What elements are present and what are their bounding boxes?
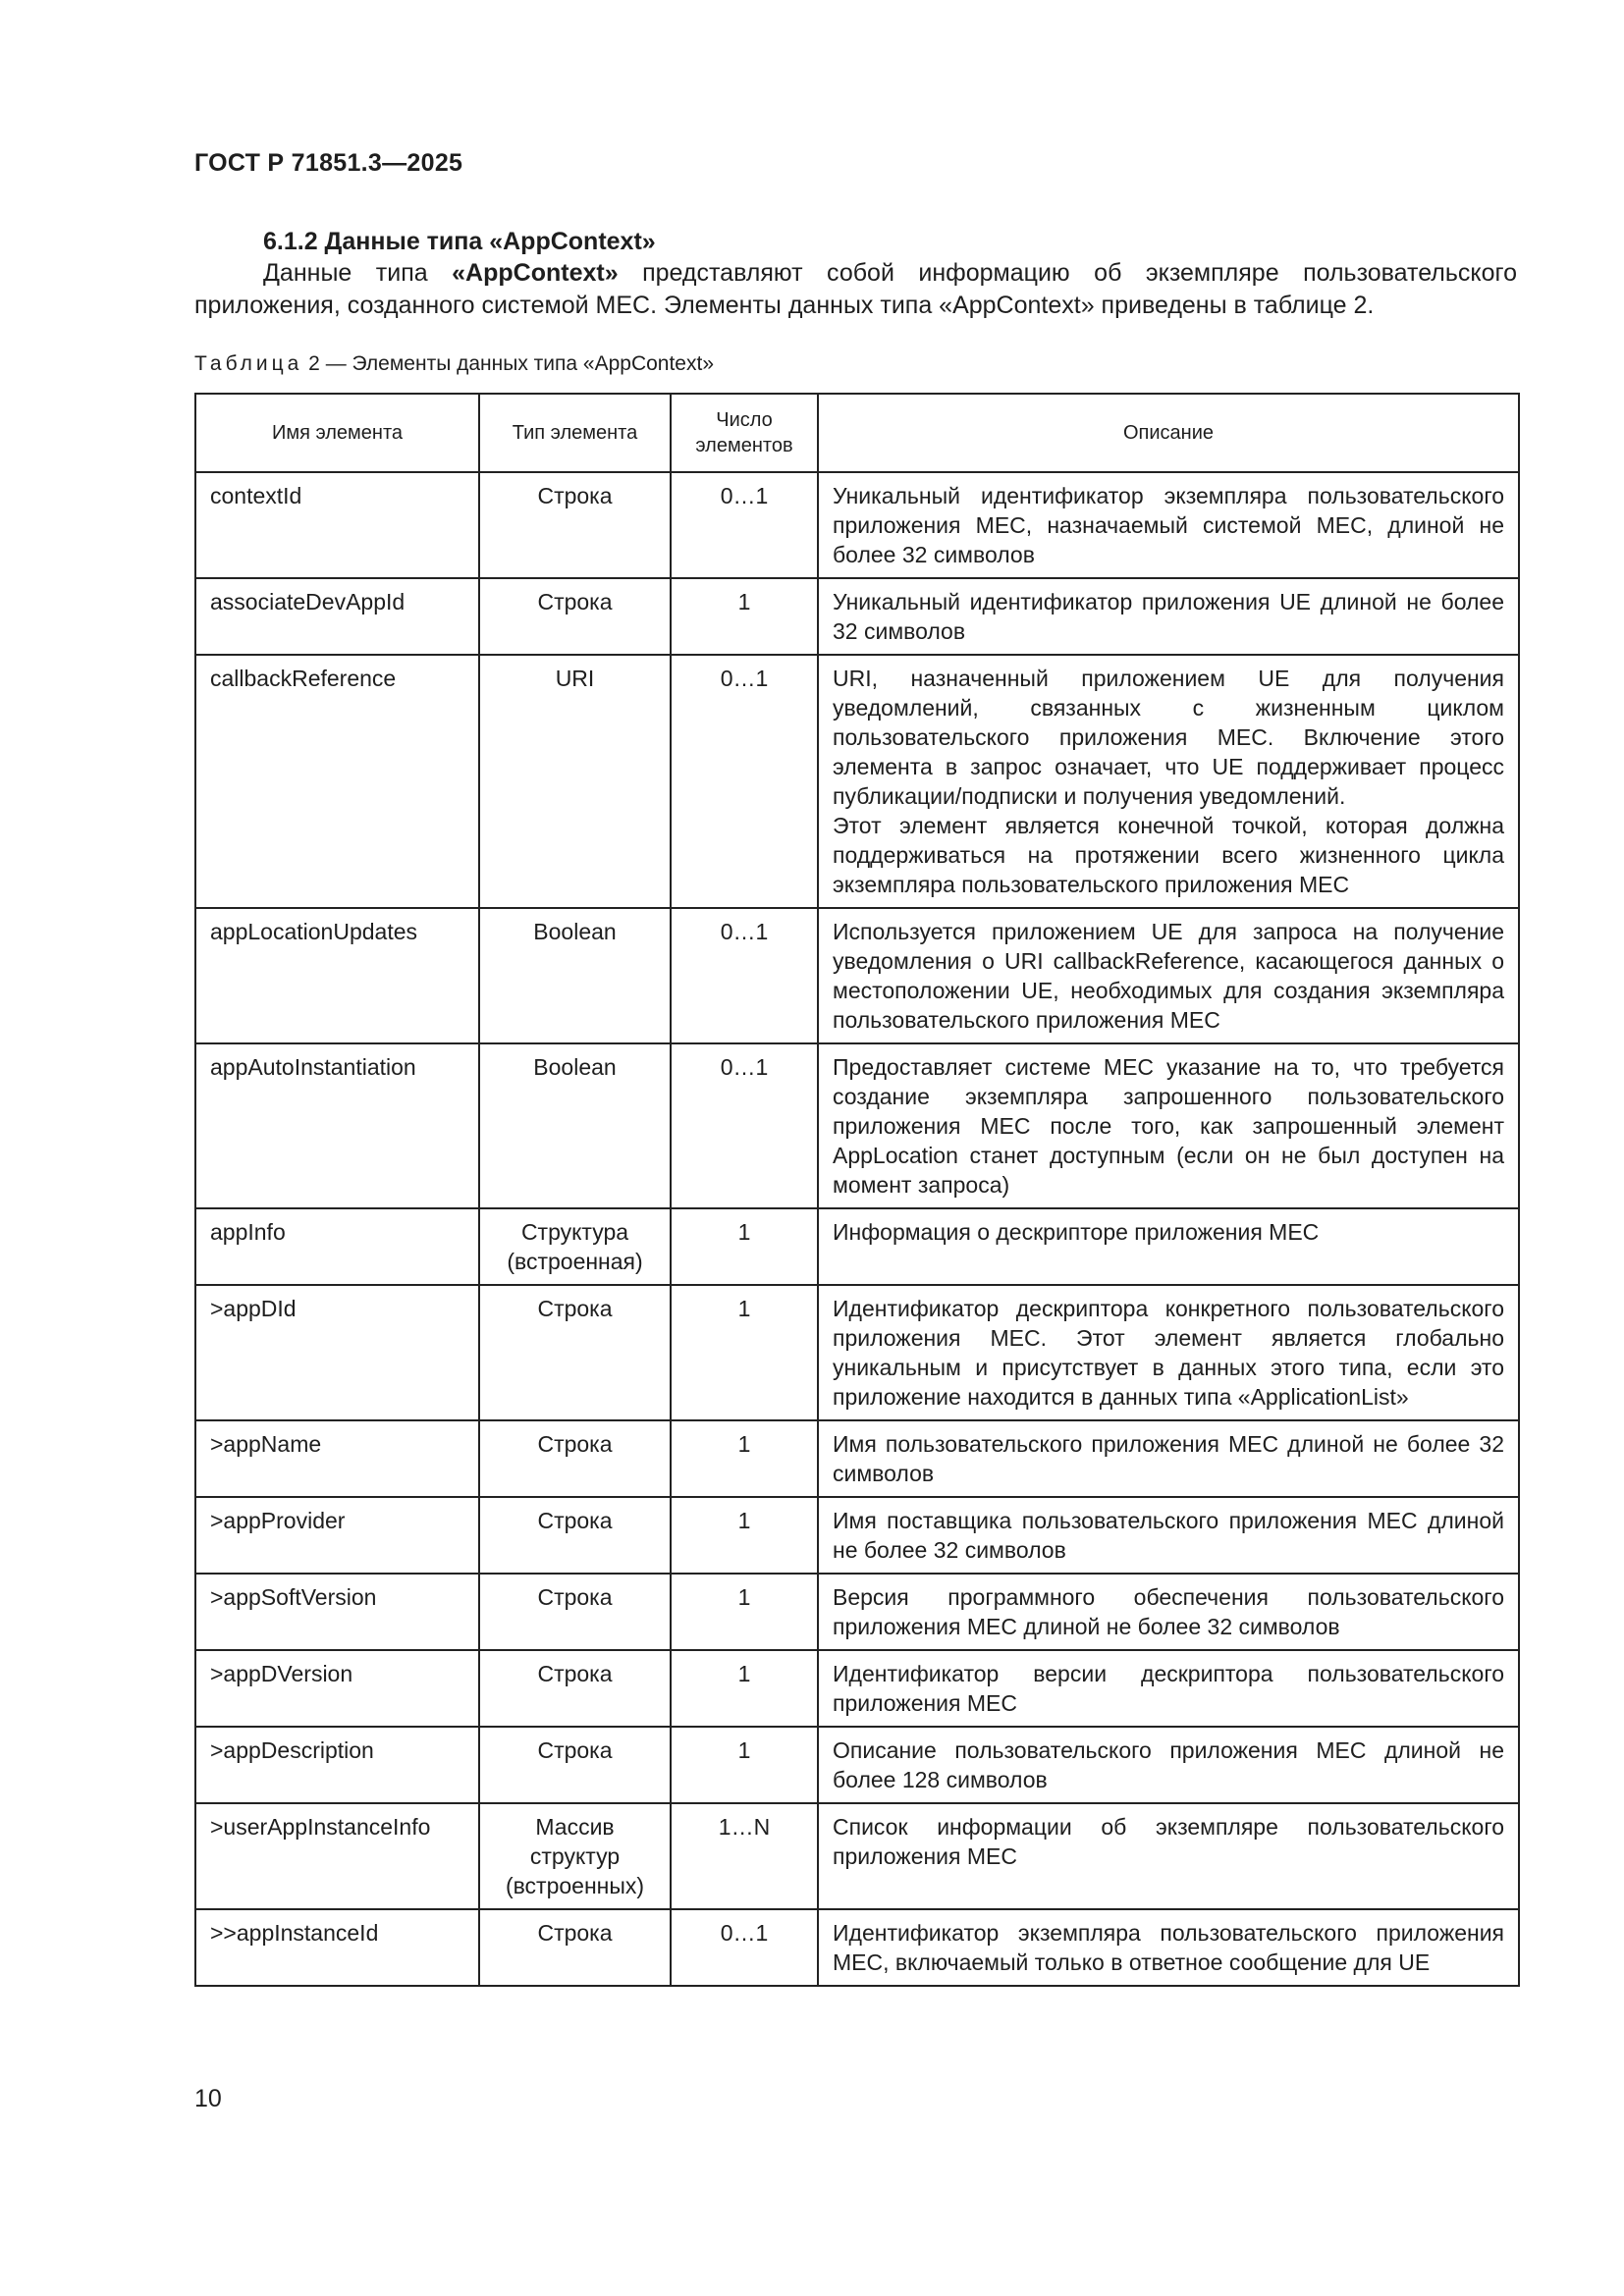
- description-paragraph: Этот элемент является конечной точкой, которая должна поддерживаться на протяжении всего жизненного цикла экземпляра пользовательского приложения MEC: [833, 813, 1504, 897]
- cell-description: Идентификатор версии дескриптора пользовательского приложения MEC: [818, 1650, 1519, 1727]
- description-paragraph: URI, назначенный приложением UE для получения уведомлений, связанных с жизненным циклом пользовательского приложения MEC. Включение этого элемента в запрос означает, что UE поддерживает процесс публикации/подписки и получения уведомлений.: [833, 666, 1504, 809]
- cell-type: Строка: [479, 1727, 671, 1803]
- table-row: [195, 1285, 1519, 1420]
- cell-description: Версия программного обеспечения пользовательского приложения MEC длиной не более 32 символов: [818, 1574, 1519, 1650]
- cell-name: appInfo: [195, 1208, 479, 1285]
- cell-name: >appDescription: [195, 1727, 479, 1803]
- page-number: 10: [194, 2085, 222, 2112]
- table-row: [195, 1497, 1519, 1574]
- document-code: ГОСТ Р 71851.3—2025: [194, 149, 463, 177]
- table-caption-label: Таблица: [194, 352, 303, 375]
- cell-description: Список информации об экземпляре пользовательского приложения MEC: [818, 1803, 1519, 1909]
- cell-name: >appProvider: [195, 1497, 479, 1574]
- cell-count: 1: [671, 578, 818, 655]
- cell-name: >appSoftVersion: [195, 1574, 479, 1650]
- cell-description: Предоставляет системе MEC указание на то, что требуется создание экземпляра запрошенного пользовательского приложения MEC после того, как запрошенный элемент AppLocation станет доступным (если он не был доступен на момент запроса): [818, 1043, 1519, 1208]
- cell-type: Строка: [479, 1497, 671, 1574]
- table-row: [195, 908, 1519, 1043]
- cell-description: Имя поставщика пользовательского приложения MEC длиной не более 32 символов: [818, 1497, 1519, 1574]
- cell-name: appLocationUpdates: [195, 908, 479, 1043]
- cell-count: 0…1: [671, 1909, 818, 1986]
- section-6-1-2: [194, 226, 1517, 322]
- cell-count: 1: [671, 1727, 818, 1803]
- cell-type: Boolean: [479, 1043, 671, 1208]
- cell-count: 1: [671, 1285, 818, 1420]
- cell-count: 0…1: [671, 472, 818, 578]
- table-row: [195, 1727, 1519, 1803]
- header-description: Описание: [818, 394, 1519, 472]
- table-row: [195, 1909, 1519, 1986]
- cell-name: >appDVersion: [195, 1650, 479, 1727]
- app-context-table: [194, 393, 1520, 1987]
- cell-type: Строка: [479, 1420, 671, 1497]
- cell-type: Строка: [479, 1909, 671, 1986]
- cell-description: Используется приложением UE для запроса на получение уведомления о URI callbackReference, касающегося данных о местоположении UE, необходимых для создания экземпляра пользовательского приложения MEC: [818, 908, 1519, 1043]
- cell-type: Строка: [479, 578, 671, 655]
- table-row: [195, 1208, 1519, 1285]
- cell-name: >userAppInstanceInfo: [195, 1803, 479, 1909]
- paragraph-start: Данные типа: [263, 259, 453, 287]
- table-row: [195, 1574, 1519, 1650]
- cell-count: 1…N: [671, 1803, 818, 1909]
- cell-count: 1: [671, 1574, 818, 1650]
- cell-count: 0…1: [671, 1043, 818, 1208]
- section-title: 6.1.2 Данные типа «AppContext»: [263, 228, 656, 255]
- cell-description: Описание пользовательского приложения MEC длиной не более 128 символов: [818, 1727, 1519, 1803]
- cell-type: Структура (встроенная): [479, 1208, 671, 1285]
- cell-description: Идентификатор дескриптора конкретного пользовательского приложения MEC. Этот элемент является глобально уникальным и присутствует в данных этого типа, если это приложение находится в данных типа «ApplicationList»: [818, 1285, 1519, 1420]
- cell-description: Идентификатор экземпляра пользовательского приложения MEC, включаемый только в ответное сообщение для UE: [818, 1909, 1519, 1986]
- cell-type: Строка: [479, 472, 671, 578]
- cell-description: [818, 655, 1519, 908]
- cell-description: Уникальный идентификатор приложения UE длиной не более 32 символов: [818, 578, 1519, 655]
- cell-name: >>appInstanceId: [195, 1909, 479, 1986]
- header-element-name: Имя элемента: [195, 394, 479, 472]
- cell-name: >appName: [195, 1420, 479, 1497]
- cell-count: 1: [671, 1420, 818, 1497]
- table-row: [195, 1803, 1519, 1909]
- paragraph-bold-term: «AppContext»: [452, 259, 619, 287]
- cell-description: Уникальный идентификатор экземпляра пользовательского приложения MEC, назначаемый системой MEC, длиной не более 32 символов: [818, 472, 1519, 578]
- cell-count: 1: [671, 1497, 818, 1574]
- cell-type: URI: [479, 655, 671, 908]
- table-row: [195, 1420, 1519, 1497]
- table-row: [195, 1650, 1519, 1727]
- cell-description: Информация о дескрипторе приложения MEC: [818, 1208, 1519, 1285]
- cell-type: Строка: [479, 1650, 671, 1727]
- table-row: [195, 578, 1519, 655]
- table-row: [195, 1043, 1519, 1208]
- header-element-count: Число элементов: [671, 394, 818, 472]
- table-header-row: [195, 394, 1519, 472]
- cell-name: appAutoInstantiation: [195, 1043, 479, 1208]
- cell-type: Boolean: [479, 908, 671, 1043]
- section-paragraph: [194, 257, 1517, 322]
- table-caption: [194, 350, 714, 378]
- cell-name: associateDevAppId: [195, 578, 479, 655]
- cell-count: 1: [671, 1650, 818, 1727]
- cell-type: Массив структур (встроенных): [479, 1803, 671, 1909]
- cell-description: Имя пользовательского приложения MEC длиной не более 32 символов: [818, 1420, 1519, 1497]
- cell-name: >appDId: [195, 1285, 479, 1420]
- cell-type: Строка: [479, 1285, 671, 1420]
- table-caption-text: 2 — Элементы данных типа «AppContext»: [302, 352, 715, 375]
- cell-count: 0…1: [671, 908, 818, 1043]
- table-row: [195, 472, 1519, 578]
- cell-count: 0…1: [671, 655, 818, 908]
- cell-name: callbackReference: [195, 655, 479, 908]
- header-element-type: Тип элемента: [479, 394, 671, 472]
- cell-name: contextId: [195, 472, 479, 578]
- paragraph-end: представляют собой информацию об экземпляре пользовательского приложения, созданного системой MEC. Элементы данных типа «AppContext» приведены в таблице 2.: [194, 259, 1517, 319]
- cell-count: 1: [671, 1208, 818, 1285]
- table-row: [195, 655, 1519, 908]
- cell-type: Строка: [479, 1574, 671, 1650]
